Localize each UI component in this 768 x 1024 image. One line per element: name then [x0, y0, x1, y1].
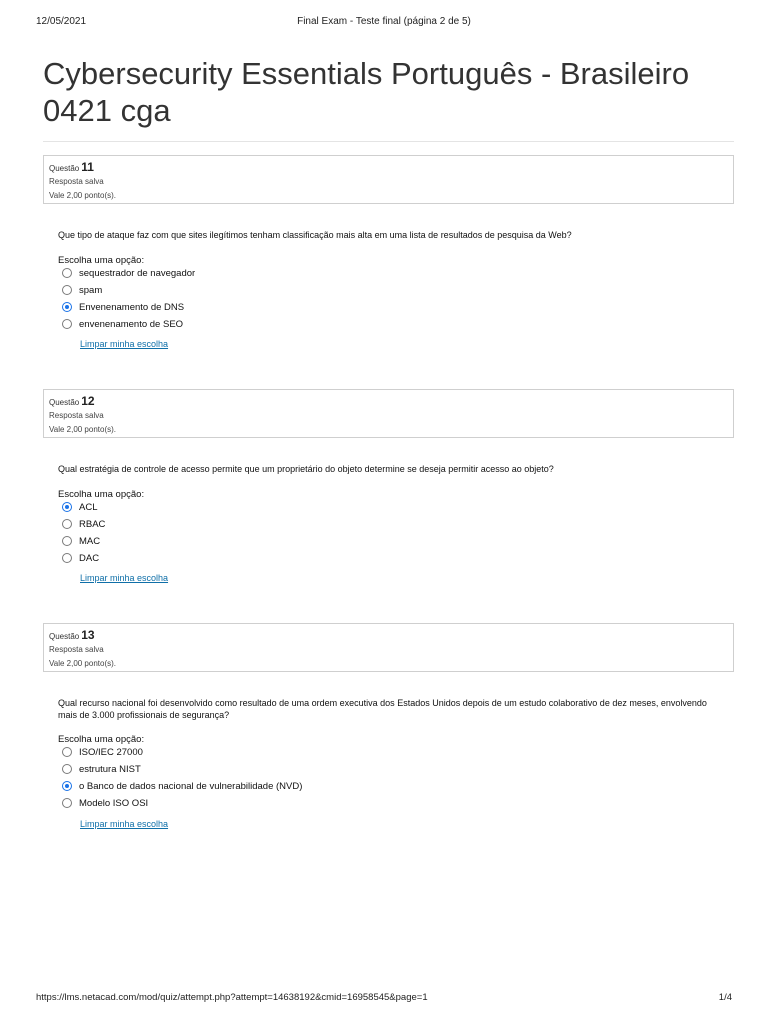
- answer-option[interactable]: [62, 534, 100, 548]
- question-info-box: [43, 389, 734, 438]
- question-text: Qual recurso nacional foi desenvolvido como resultado de uma ordem executiva dos Estados Unidos depois de um estudo colaborativo de dez meses, envolvendo mais de 3.000 profissionais de segurança?: [58, 698, 707, 720]
- page-title: Cybersecurity Essentials Português - Brasileiro 0421 cga: [43, 56, 690, 128]
- answer-option[interactable]: [62, 317, 183, 331]
- radio-button[interactable]: [62, 764, 72, 774]
- page-number: 1/4: [718, 992, 732, 1003]
- answer-label: o Banco de dados nacional de vulnerabilidade (NVD): [79, 780, 303, 792]
- answer-option[interactable]: [62, 762, 141, 776]
- radio-button[interactable]: [62, 285, 72, 295]
- question-grade: Vale 2,00 ponto(s).: [49, 191, 117, 200]
- answer-option[interactable]: [62, 796, 148, 810]
- print-date: 12/05/2021: [36, 16, 87, 27]
- radio-button[interactable]: [62, 798, 72, 808]
- clear-choice-link[interactable]: Limpar minha escolha: [80, 573, 169, 583]
- question-grade: Vale 2,00 ponto(s).: [49, 425, 117, 434]
- radio-button[interactable]: [62, 319, 72, 329]
- question-info-box: [43, 155, 734, 204]
- answer-option[interactable]: [62, 283, 102, 297]
- question-info-box: [43, 623, 734, 672]
- question-state: Resposta salva: [49, 177, 104, 186]
- answer-label: envenenamento de SEO: [79, 318, 184, 330]
- clear-choice-link[interactable]: Limpar minha escolha: [80, 339, 169, 349]
- document-title: Final Exam - Teste final (página 2 de 5): [297, 16, 471, 27]
- answer-option[interactable]: [62, 551, 99, 565]
- answer-option[interactable]: [62, 300, 184, 314]
- question-state: Resposta salva: [49, 411, 104, 420]
- answer-label: sequestrador de navegador: [79, 267, 196, 279]
- answer-label: DAC: [79, 552, 100, 564]
- radio-button[interactable]: [62, 747, 72, 757]
- answer-label: spam: [79, 284, 103, 296]
- question-label: Questão 13: [49, 628, 95, 642]
- answer-prompt: Escolha uma opção:: [58, 255, 145, 266]
- radio-button[interactable]: [62, 553, 72, 563]
- answer-option[interactable]: [62, 745, 143, 759]
- answer-option[interactable]: [62, 266, 195, 280]
- question-grade: Vale 2,00 ponto(s).: [49, 659, 117, 668]
- question-state: Resposta salva: [49, 645, 104, 654]
- print-footer: [36, 992, 732, 1004]
- answer-option[interactable]: [62, 779, 302, 793]
- answer-option[interactable]: [62, 517, 105, 531]
- radio-button-selected[interactable]: [62, 302, 72, 312]
- radio-button-selected[interactable]: [62, 781, 72, 791]
- clear-choice-link[interactable]: Limpar minha escolha: [80, 819, 169, 829]
- answer-label: Envenenamento de DNS: [79, 301, 185, 313]
- radio-button[interactable]: [62, 519, 72, 529]
- question-number: 11: [81, 160, 94, 174]
- answer-label: estrutura NIST: [79, 763, 141, 775]
- answer-prompt: Escolha uma opção:: [58, 489, 145, 500]
- answer-option[interactable]: [62, 500, 97, 514]
- question-text: Qual estratégia de controle de acesso permite que um proprietário do objeto determine se deseja permitir acesso ao objeto?: [58, 464, 554, 474]
- answer-prompt: Escolha uma opção:: [58, 734, 145, 745]
- answer-label: RBAC: [79, 518, 106, 530]
- title-divider: [43, 141, 734, 142]
- question-number: 12: [81, 394, 95, 408]
- answer-label: MAC: [79, 535, 101, 547]
- answer-label: ACL: [79, 501, 98, 513]
- radio-button[interactable]: [62, 268, 72, 278]
- answer-label: Modelo ISO OSI: [79, 797, 149, 809]
- radio-button-selected[interactable]: [62, 502, 72, 512]
- print-header: [36, 16, 732, 30]
- question-number: 13: [81, 628, 95, 642]
- question-label: Questão 11: [49, 160, 94, 174]
- page-url: https://lms.netacad.com/mod/quiz/attempt.php?attempt=14638192&cmid=16958545&page=1: [36, 992, 428, 1003]
- question-label: Questão 12: [49, 394, 95, 408]
- radio-button[interactable]: [62, 536, 72, 546]
- question-text: Que tipo de ataque faz com que sites ilegítimos tenham classificação mais alta em uma lista de resultados de pesquisa da Web?: [58, 230, 572, 240]
- answer-label: ISO/IEC 27000: [79, 746, 143, 758]
